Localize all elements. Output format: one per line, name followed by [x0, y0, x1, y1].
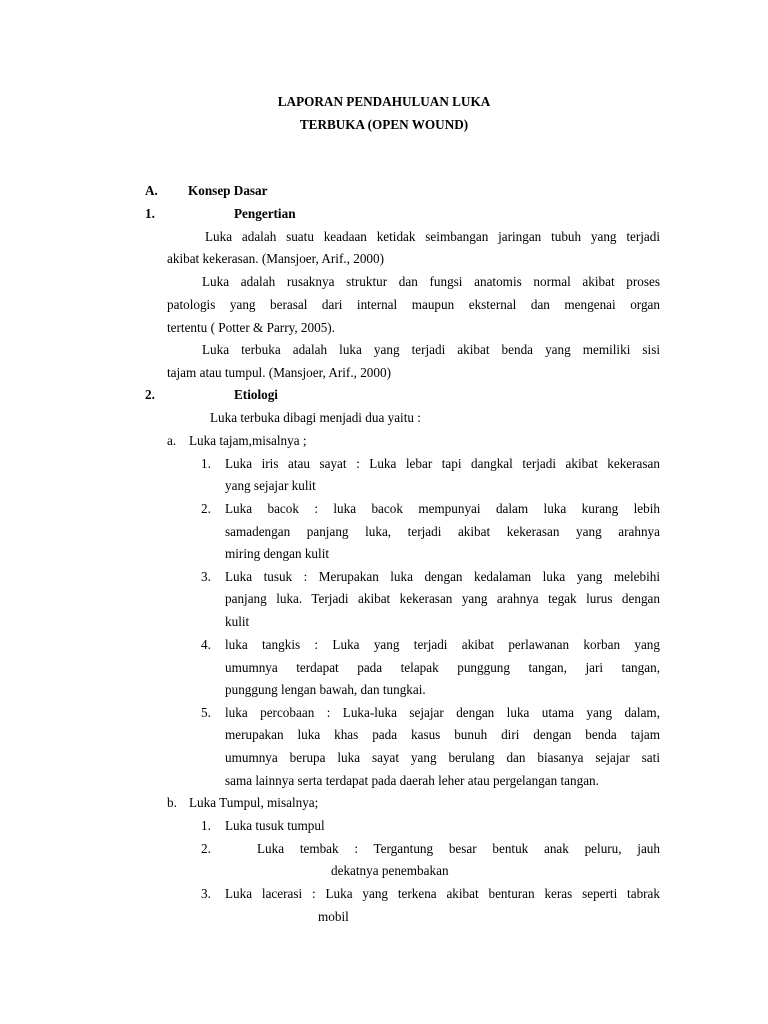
list-item-line: merupakan luka khas pada kasus bunuh diri dengan benda tajam	[225, 727, 660, 742]
list-item-line: mobil	[318, 909, 349, 924]
list-item-line: Luka lacerasi : Luka yang terkena akibat benturan keras seperti tabrak	[225, 886, 660, 901]
list-item-line: Luka tusuk : Merupakan luka dengan kedalaman luka yang melebihi	[225, 569, 660, 584]
list-item-line: yang sejajar kulit	[225, 478, 316, 493]
list-b-marker: b.	[167, 795, 177, 810]
list-b-label: Luka Tumpul, misalnya;	[189, 795, 319, 810]
list-item-line: kulit	[225, 614, 250, 629]
list-a-marker: a.	[167, 433, 177, 448]
list-item-number: 4.	[201, 637, 211, 652]
list-item-line: Luka iris atau sayat : Luka lebar tapi dangkal terjadi akibat kekerasan	[225, 456, 660, 471]
list-item-line: umumnya terdapat pada telapak punggung tangan, jari tangan,	[225, 660, 660, 675]
title-line-1: LAPORAN PENDAHULUAN LUKA	[277, 94, 491, 109]
list-item-number: 3.	[201, 569, 211, 584]
list-item-line: samadengan panjang luka, terjadi akibat kekerasan yang arahnya	[225, 524, 660, 539]
subsection-2-marker: 2.	[145, 387, 155, 402]
paragraph-1-line-2: akibat kekerasan. (Mansjoer, Arif., 2000)	[167, 251, 384, 266]
list-item-line: Luka tusuk tumpul	[225, 818, 325, 833]
paragraph-2-line-1: Luka adalah rusaknya struktur dan fungsi anatomis normal akibat proses	[202, 274, 660, 289]
paragraph-2-line-2: patologis yang berasal dari internal maupun eksternal dan mengenai organ	[167, 297, 660, 312]
list-item-line: sama lainnya serta terdapat pada daerah leher atau pergelangan tangan.	[225, 773, 599, 788]
title-line-2: TERBUKA (OPEN WOUND)	[299, 117, 469, 132]
list-item-line: Luka bacok : luka bacok mempunyai dalam luka kurang lebih	[225, 501, 660, 516]
list-item-line: Luka tembak : Tergantung besar bentuk anak peluru, jauh	[257, 841, 660, 856]
etiologi-intro: Luka terbuka dibagi menjadi dua yaitu :	[210, 410, 421, 425]
subsection-1-marker: 1.	[145, 206, 155, 221]
paragraph-1-line-1: Luka adalah suatu keadaan ketidak seimbangan jaringan tubuh yang terjadi	[205, 229, 660, 244]
list-item-number: 1.	[201, 818, 211, 833]
paragraph-2-line-3: tertentu ( Potter & Parry, 2005).	[167, 320, 335, 335]
list-item-line: dekatnya penembakan	[331, 863, 449, 878]
list-item-number: 2.	[201, 501, 211, 516]
subsection-1-heading: Pengertian	[234, 206, 296, 221]
list-item-line: luka tangkis : Luka yang terjadi akibat perlawanan korban yang	[225, 637, 660, 652]
section-a-heading: Konsep Dasar	[188, 183, 268, 198]
paragraph-3-line-1: Luka terbuka adalah luka yang terjadi akibat benda yang memiliki sisi	[202, 342, 660, 357]
list-item-number: 5.	[201, 705, 211, 720]
list-item-number: 1.	[201, 456, 211, 471]
subsection-2-heading: Etiologi	[234, 387, 278, 402]
paragraph-3-line-2: tajam atau tumpul. (Mansjoer, Arif., 2000)	[167, 365, 391, 380]
list-item-line: umumnya berupa luka sayat yang berulang dan biasanya sejajar sati	[225, 750, 660, 765]
list-item-line: luka percobaan : Luka-luka sejajar dengan luka utama yang dalam,	[225, 705, 660, 720]
section-a-marker: A.	[145, 183, 158, 198]
list-item-line: miring dengan kulit	[225, 546, 330, 561]
list-a-label: Luka tajam,misalnya ;	[189, 433, 307, 448]
list-item-line: punggung lengan bawah, dan tungkai.	[225, 682, 426, 697]
list-item-number: 3.	[201, 886, 211, 901]
list-item-line: panjang luka. Terjadi akibat kekerasan yang arahnya tegak lurus dengan	[225, 591, 660, 606]
list-item-number: 2.	[201, 841, 211, 856]
